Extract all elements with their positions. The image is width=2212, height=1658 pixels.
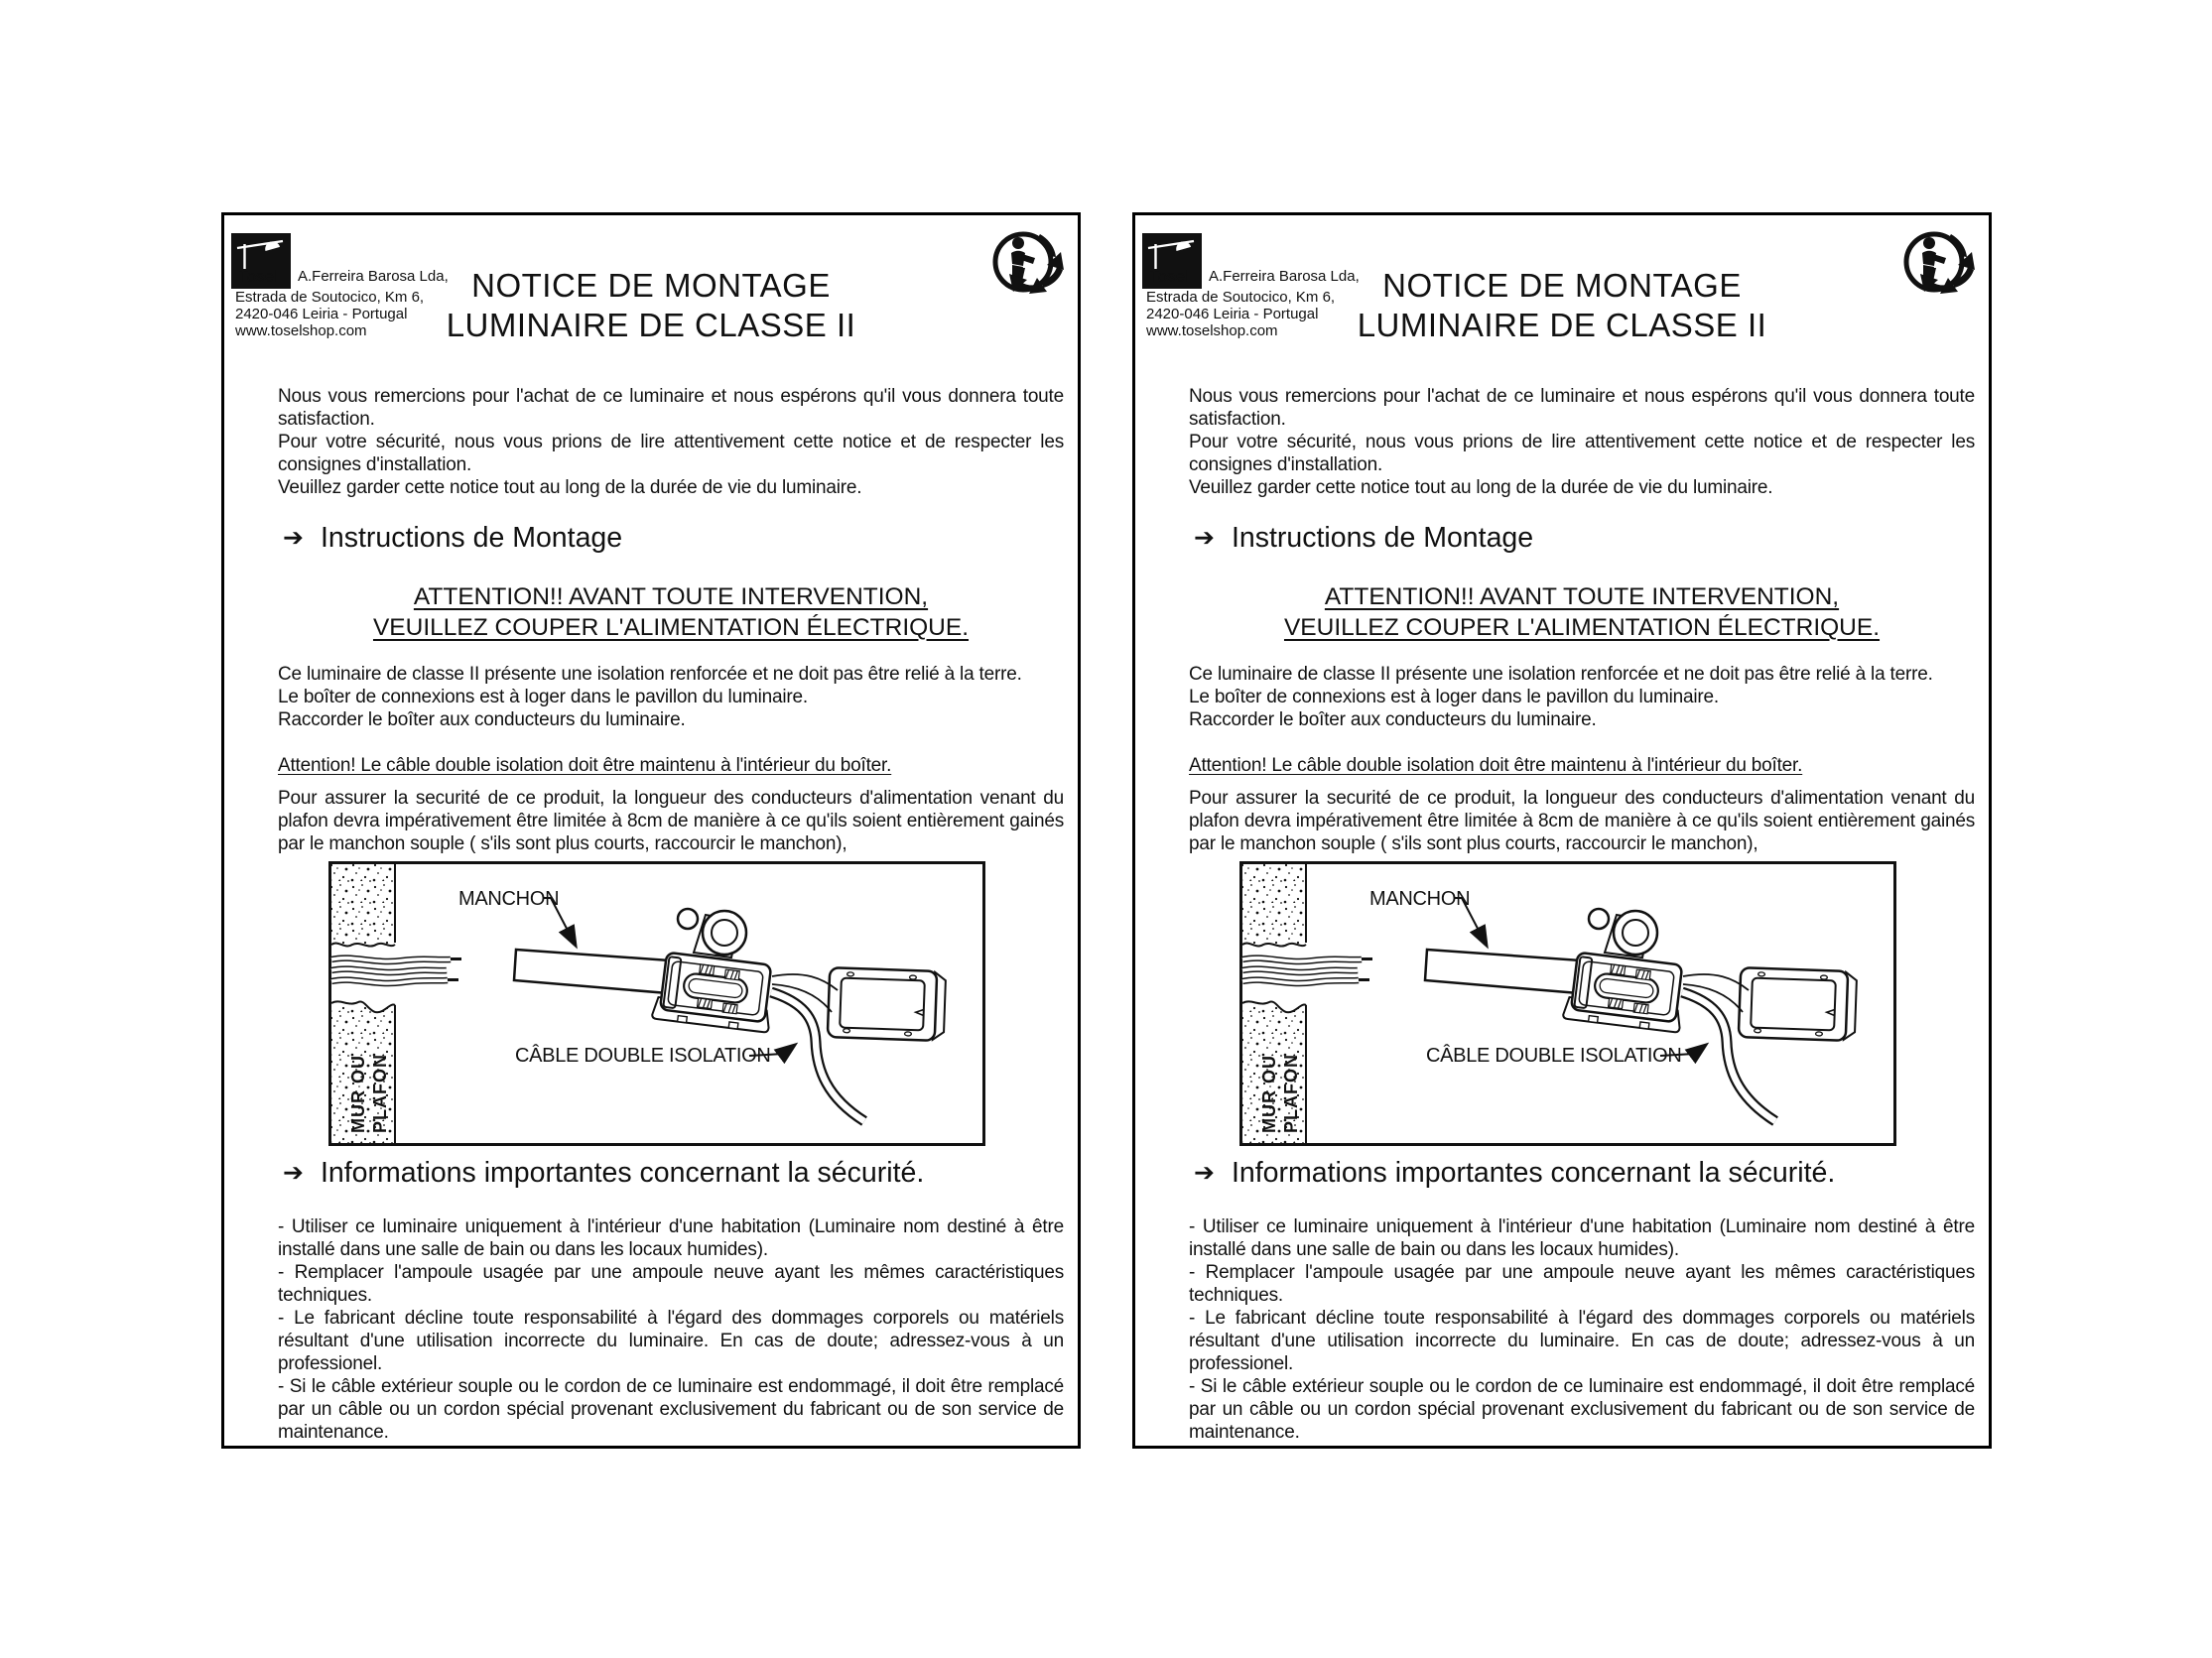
- montage-heading: [283, 522, 622, 555]
- title-line-1: NOTICE DE MONTAGE: [471, 267, 831, 304]
- securite-heading: [283, 1157, 924, 1190]
- arrow-bullet-icon: ➔: [283, 1159, 304, 1187]
- warning-line-2: VEUILLEZ COUPER L'ALIMENTATION ÉLECTRIQUE.: [1283, 614, 1881, 641]
- arrow-bullet-icon: ➔: [1194, 524, 1215, 552]
- wall-label-line2: PLAFON: [1281, 1054, 1301, 1133]
- classe2-line-2: Le boîter de connexions est à loger dans le pavillon du luminaire.: [278, 687, 808, 707]
- intro-p3: Veuillez garder cette notice tout au long de la durée de vie du luminaire.: [278, 477, 862, 498]
- cover-plate: [1739, 967, 1857, 1041]
- logo-text: Tosel: [238, 267, 278, 286]
- securite-item: - Utiliser ce luminaire uniquement à l'intérieur d'une habitation (Luminaire nom destiné à être installé dans une salle de bain ou dans les locaux humides).: [278, 1216, 1064, 1260]
- classe2-line-1: Ce luminaire de classe II présente une isolation renforcée et ne doit pas être relié à la terre.: [1189, 664, 1933, 685]
- power-warning: [278, 581, 1064, 643]
- warning-line-1: ATTENTION!! AVANT TOUTE INTERVENTION,: [413, 583, 929, 610]
- securite-heading-text: Informations importantes concernant la sécurité.: [320, 1157, 925, 1189]
- address-city: 2420-046 Leiria - Portugal: [1146, 306, 1319, 322]
- manchon-label: MANCHON: [458, 888, 560, 910]
- intro-p2: Pour votre sécurité, nous vous prions de lire attentivement cette notice et de respecter les consignes d'installation.: [1189, 432, 1975, 475]
- securite-item: - Remplacer l'ampoule usagée par une ampoule neuve ayant les mêmes caractéristiques techniques.: [278, 1262, 1064, 1306]
- securite-items: [1189, 1215, 1975, 1444]
- securite-heading: [1194, 1157, 1835, 1190]
- triman-recycling-icon: [987, 220, 1071, 304]
- classe2-paragraph: [1189, 663, 1975, 731]
- wall-label-line1: MUR OU: [1259, 1055, 1279, 1133]
- title-line-1: NOTICE DE MONTAGE: [1382, 267, 1742, 304]
- company-name: A.Ferreira Barosa Lda,: [1209, 268, 1360, 285]
- intro-p2: Pour votre sécurité, nous vous prions de lire attentivement cette notice et de respecter les consignes d'installation.: [278, 432, 1064, 475]
- address-city: 2420-046 Leiria - Portugal: [235, 306, 408, 322]
- conductor-length-note: Pour assurer la securité de ce produit, la longueur des conducteurs d'alimentation venant du plafon devra impérativement être limitée à 8cm de manière à ce qu'ils soient entièrement gainés par le manchon souple ( s'ils sont plus courts, raccourcir le manchon),: [1189, 788, 1975, 854]
- cover-plate: [828, 967, 946, 1041]
- logo-text: Tosel: [1149, 267, 1189, 286]
- securite-item: - Le fabricant décline toute responsabilité à l'égard des dommages corporels ou matériels résultant d'une utilisation incorrecte du luminaire. En cas de doute; adressez-vous à un professionel.: [278, 1308, 1064, 1374]
- title-line-2: LUMINAIRE DE CLASSE II: [446, 307, 856, 343]
- triman-recycling-icon: [1898, 220, 1982, 304]
- classe2-line-2: Le boîter de connexions est à loger dans le pavillon du luminaire.: [1189, 687, 1719, 707]
- title-line-2: LUMINAIRE DE CLASSE II: [1357, 307, 1767, 343]
- power-warning: [1189, 581, 1975, 643]
- classe2-line-3: Raccorder le boîter aux conducteurs du luminaire.: [278, 709, 686, 730]
- cable-label: CÂBLE DOUBLE ISOLATION: [515, 1045, 771, 1067]
- warning-line-1: ATTENTION!! AVANT TOUTE INTERVENTION,: [1324, 583, 1840, 610]
- securite-item: - Si le câble extérieur souple ou le cordon de ce luminaire est endommagé, il doit être remplacé par un câble ou un cordon spécial provenant exclusivement du fabricant ou de son service de maintenance.: [1189, 1376, 1975, 1443]
- intro-p1: Nous vous remercions pour l'achat de ce luminaire et nous espérons qu'il vous donnera toute satisfaction.: [1189, 386, 1975, 430]
- securite-heading-text: Informations importantes concernant la sécurité.: [1231, 1157, 1836, 1189]
- wall-label-line1: MUR OU: [348, 1055, 368, 1133]
- intro-p3: Veuillez garder cette notice tout au long de la durée de vie du luminaire.: [1189, 477, 1773, 498]
- junction-box: [1563, 952, 1687, 1033]
- notice-page-2: [1132, 212, 1992, 1449]
- arrow-bullet-icon: ➔: [1194, 1159, 1215, 1187]
- classe2-line-3: Raccorder le boîter aux conducteurs du luminaire.: [1189, 709, 1597, 730]
- securite-item: - Le fabricant décline toute responsabilité à l'égard des dommages corporels ou matériels résultant d'une utilisation incorrecte du luminaire. En cas de doute; adressez-vous à un professionel.: [1189, 1308, 1975, 1374]
- warning-line-2: VEUILLEZ COUPER L'ALIMENTATION ÉLECTRIQUE.: [372, 614, 970, 641]
- notice-page-1: [221, 212, 1081, 1449]
- two-page-spread: [221, 212, 1992, 1449]
- intro-p1: Nous vous remercions pour l'achat de ce luminaire et nous espérons qu'il vous donnera toute satisfaction.: [278, 386, 1064, 430]
- company-name: A.Ferreira Barosa Lda,: [298, 268, 449, 285]
- intro-paragraphs: [1189, 385, 1975, 499]
- montage-heading: [1194, 522, 1533, 555]
- installation-diagram: [328, 861, 985, 1146]
- securite-item: - Remplacer l'ampoule usagée par une ampoule neuve ayant les mêmes caractéristiques techniques.: [1189, 1262, 1975, 1306]
- securite-items: [278, 1215, 1064, 1444]
- website-text: www.toselshop.com: [1146, 322, 1278, 339]
- cable-label: CÂBLE DOUBLE ISOLATION: [1426, 1045, 1682, 1067]
- address-street: Estrada de Soutocico, Km 6,: [235, 289, 425, 306]
- website-text: www.toselshop.com: [235, 322, 367, 339]
- installation-diagram: [1239, 861, 1896, 1146]
- junction-box: [652, 952, 776, 1033]
- montage-heading-text: Instructions de Montage: [1231, 522, 1534, 554]
- securite-item: - Si le câble extérieur souple ou le cordon de ce luminaire est endommagé, il doit être remplacé par un câble ou un cordon spécial provenant exclusivement du fabricant ou de son service de maintenance.: [278, 1376, 1064, 1443]
- page-title: [1135, 266, 1989, 345]
- conductor-length-note: Pour assurer la securité de ce produit, la longueur des conducteurs d'alimentation venant du plafon devra impérativement être limitée à 8cm de manière à ce qu'ils soient entièrement gainés par le manchon souple ( s'ils sont plus courts, raccourcir le manchon),: [278, 788, 1064, 854]
- wall-label-line2: PLAFON: [370, 1054, 390, 1133]
- manchon-label: MANCHON: [1369, 888, 1471, 910]
- arrow-bullet-icon: ➔: [283, 524, 304, 552]
- classe2-line-1: Ce luminaire de classe II présente une isolation renforcée et ne doit pas être relié à la terre.: [278, 664, 1022, 685]
- address-street: Estrada de Soutocico, Km 6,: [1146, 289, 1336, 306]
- cable-attention-note: Attention! Le câble double isolation doit être maintenu à l'intérieur du boîter.: [278, 755, 892, 776]
- page-title: [224, 266, 1078, 345]
- securite-item: - Utiliser ce luminaire uniquement à l'intérieur d'une habitation (Luminaire nom destiné à être installé dans une salle de bain ou dans les locaux humides).: [1189, 1216, 1975, 1260]
- classe2-paragraph: [278, 663, 1064, 731]
- intro-paragraphs: [278, 385, 1064, 499]
- montage-heading-text: Instructions de Montage: [320, 522, 623, 554]
- cable-attention-note: Attention! Le câble double isolation doit être maintenu à l'intérieur du boîter.: [1189, 755, 1803, 776]
